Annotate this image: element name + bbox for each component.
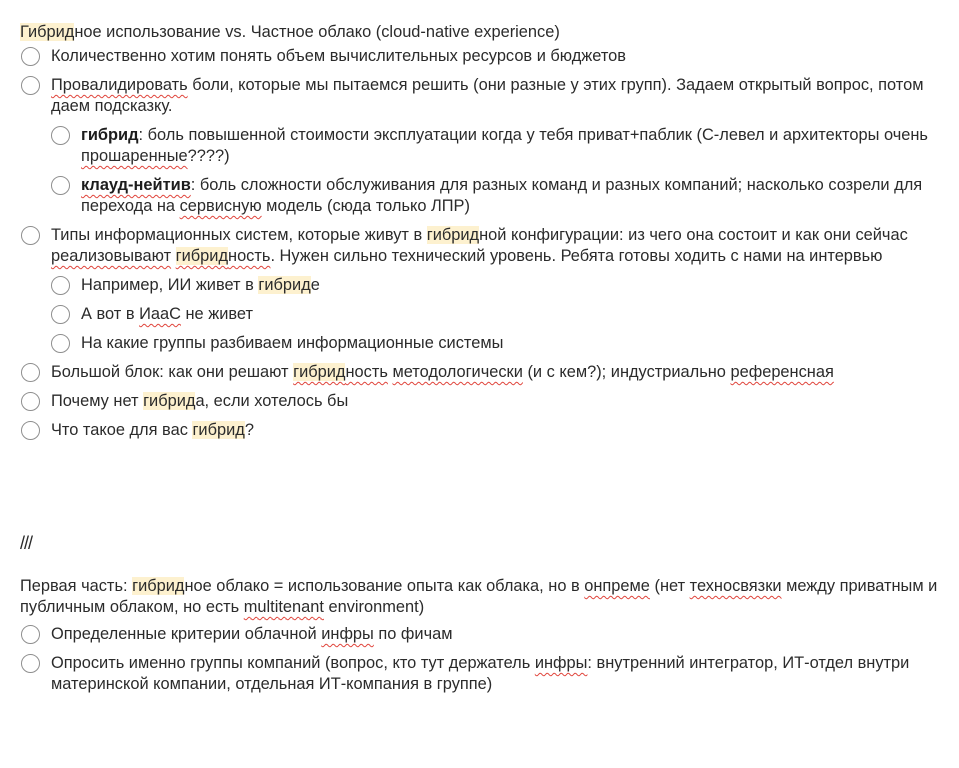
todo-item [20,362,941,383]
section-separator: /// [20,533,33,553]
highlight: Гибрид [20,23,75,41]
todo-text[interactable]: Провалидировать боли, которые мы пытаемся решить (они разные у этих групп). Задаем открытый вопрос, потом даем подсказку. [51,76,924,115]
todo-text[interactable]: Опросить именно группы компаний (вопрос, кто тут держатель инфры: внутренний интегратор, ИТ-отдел внутри материнской компании, отдельная ИТ-компания в группе) [51,654,910,693]
todo-text[interactable]: А вот в ИааС не живет [81,305,253,323]
todo-text[interactable]: клауд-нейтив: боль сложности обслуживания для разных команд и разных компаний; насколько созрели для перехода на сервисную модель (сюда только ЛПР) [81,176,923,215]
todo-text[interactable]: На какие группы разбиваем информационные системы [81,334,504,352]
todo-item-nested [20,333,941,354]
todo-checkbox[interactable] [21,654,40,673]
todo-checkbox[interactable] [51,276,70,295]
todo-text[interactable]: Количественно хотим понять объем вычислительных ресурсов и бюджетов [51,47,626,65]
page-title: Гибридное использование vs. Частное облако (cloud-native experience) [20,23,560,41]
todo-checkbox[interactable] [21,392,40,411]
todo-item-nested [20,275,941,296]
todo-checkbox[interactable] [21,47,40,66]
todo-item [20,391,941,412]
todo-item [20,420,941,441]
todo-checkbox[interactable] [21,363,40,382]
todo-text[interactable]: Что такое для вас гибрид? [51,421,254,439]
todo-item [20,624,941,645]
todo-checkbox[interactable] [51,334,70,353]
todo-item [20,46,941,67]
todo-text[interactable]: Например, ИИ живет в гибриде [81,276,320,294]
todo-item-nested [20,175,941,217]
todo-checkbox[interactable] [21,226,40,245]
todo-text[interactable]: гибрид: боль повышенной стоимости эксплуатации когда у тебя приват+паблик (С-левел и архитекторы очень прошаренные????) [81,126,928,165]
todo-item [20,225,941,267]
todo-item [20,75,941,117]
todo-checkbox[interactable] [21,625,40,644]
todo-checkbox[interactable] [51,126,70,145]
todo-text[interactable]: Определенные критерии облачной инфры по фичам [51,625,453,643]
todo-text[interactable]: Большой блок: как они решают гибридность методологически (и с кем?); индустриально референсная [51,363,834,381]
todo-checkbox[interactable] [51,176,70,195]
todo-item [20,653,941,695]
todo-item-nested [20,304,941,325]
paragraph: Первая часть: гибридное облако = использование опыта как облака, но в онпреме (нет техносвязки между приватным и публичным облаком, но есть multitenant environment) [20,577,938,616]
todo-checkbox[interactable] [21,76,40,95]
todo-text[interactable]: Почему нет гибрида, если хотелось бы [51,392,349,410]
todo-item-nested [20,125,941,167]
todo-checkbox[interactable] [21,421,40,440]
todo-checkbox[interactable] [51,305,70,324]
todo-text[interactable]: Типы информационных систем, которые живут в гибридной конфигурации: из чего она состоит и как они сейчас реализовывают гибридность. Нужен сильно технический уровень. Ребята готовы ходить с нами на интервью [51,226,908,265]
